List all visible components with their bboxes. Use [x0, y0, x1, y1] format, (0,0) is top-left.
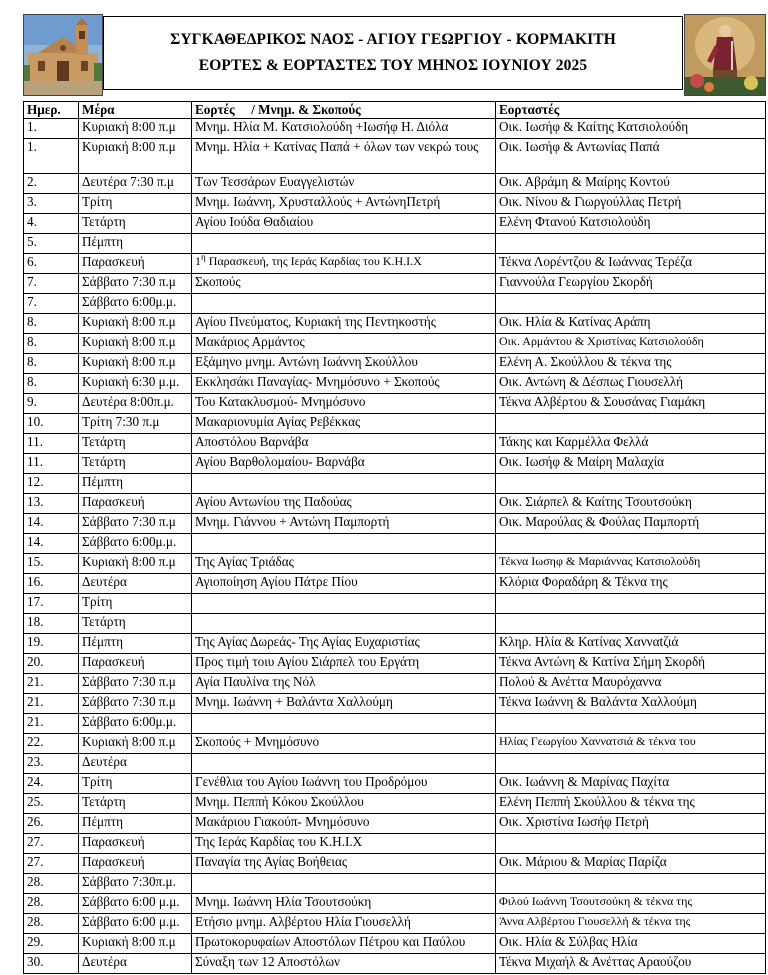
row-date: 3. [24, 194, 79, 214]
table-row [24, 214, 766, 234]
row-honorees: Οικ. Νίνου & Γιωργούλλας Πετρή [496, 194, 766, 214]
table-row [24, 714, 766, 734]
row-feast: Ετήσιο μνημ. Αλβέρτου Ηλία Γιουσελλή [192, 914, 496, 934]
table-row [24, 914, 766, 934]
row-day: Σάββατο 6:00μ.μ. [79, 714, 192, 734]
row-honorees [496, 874, 766, 894]
table-row [24, 254, 766, 274]
row-honorees: Οικ. Αντώνη & Δέσπως Γιουσελλή [496, 374, 766, 394]
row-honorees: Οικ. Ιωσήφ & Αντωνίας Παπά [496, 139, 766, 174]
row-honorees: Οικ. Ηλία & Σύλβας Ηλία [496, 934, 766, 954]
header-date: Ημερ. [24, 102, 79, 119]
row-day: Δευτέρα [79, 574, 192, 594]
row-date: 27. [24, 854, 79, 874]
row-feast: Αγίου Αντωνίου της Παδούας [192, 494, 496, 514]
row-date: 28. [24, 894, 79, 914]
row-day: Δευτέρα 8:00π.μ. [79, 394, 192, 414]
table-row [24, 234, 766, 254]
row-date: 2. [24, 174, 79, 194]
row-date: 16. [24, 574, 79, 594]
row-honorees [496, 294, 766, 314]
page-subtitle: ΕΟΡΤΕΣ & ΕΟΡΤΑΣΤΕΣ ΤΟΥ ΜΗΝΟΣ ΙΟΥΝΙΟΥ 2025 [198, 57, 588, 74]
row-day: Δευτέρα [79, 954, 192, 974]
row-feast: Της Ιεράς Καρδίας του Κ.Η.Ι.Χ [192, 834, 496, 854]
row-honorees [496, 474, 766, 494]
row-date: 8. [24, 334, 79, 354]
row-feast: Σκοπούς [192, 274, 496, 294]
row-honorees [496, 594, 766, 614]
row-honorees [496, 534, 766, 554]
row-day: Παρασκευή [79, 494, 192, 514]
row-date: 1. [24, 119, 79, 139]
row-date: 15. [24, 554, 79, 574]
table-row [24, 494, 766, 514]
row-day: Τετάρτη [79, 454, 192, 474]
row-feast: Μνημ. Γιάννου + Αντώνη Παμπορτή [192, 514, 496, 534]
row-date: 26. [24, 814, 79, 834]
row-honorees: Οικ. Μαρούλας & Φούλας Παμπορτή [496, 514, 766, 534]
row-feast: Πρωτοκορυφαίων Αποστόλων Πέτρου και Παύλου [192, 934, 496, 954]
row-feast [192, 594, 496, 614]
table-row [24, 574, 766, 594]
row-feast [192, 714, 496, 734]
row-feast: Σκοπούς + Μνημόσυνο [192, 734, 496, 754]
table-row [24, 854, 766, 874]
table-row [24, 454, 766, 474]
row-feast: Των Τεσσάρων Ευαγγελιστών [192, 174, 496, 194]
row-date: 27. [24, 834, 79, 854]
table-row [24, 954, 766, 974]
row-feast: Μακαριονυμία Αγίας Ρεβέκκας [192, 414, 496, 434]
row-date: 9. [24, 394, 79, 414]
row-date: 19. [24, 634, 79, 654]
row-feast [192, 234, 496, 254]
header-day: Μέρα [79, 102, 192, 119]
row-feast: Αγίου Βαρθολομαίου- Βαρνάβα [192, 454, 496, 474]
row-honorees [496, 614, 766, 634]
row-date: 8. [24, 314, 79, 334]
table-row [24, 174, 766, 194]
row-honorees: Οικ. Σιάρπελ & Καίτης Τσουτσούκη [496, 494, 766, 514]
row-day: Τρίτη [79, 774, 192, 794]
table-row [24, 734, 766, 754]
page-title: ΣΥΓΚΑΘΕΔΡΙΚΟΣ ΝΑΟΣ - ΑΓΙΟΥ ΓΕΩΡΓΙΟΥ - ΚΟΡΜΑΚΙΤΗ [170, 31, 616, 48]
row-feast: Μνημ. Ιωάννη Ηλία Τσουτσούκη [192, 894, 496, 914]
row-date: 21. [24, 674, 79, 694]
row-date: 7. [24, 274, 79, 294]
table-row [24, 394, 766, 414]
table-row [24, 874, 766, 894]
row-date: 4. [24, 214, 79, 234]
schedule-table [23, 101, 766, 974]
row-honorees: Ηλίας Γεωργίου Χαννατσιά & τέκνα του [496, 734, 766, 754]
table-row [24, 594, 766, 614]
row-honorees: Οικ. Ιωσήφ & Μαίρη Μαλαχία [496, 454, 766, 474]
row-day: Πέμπτη [79, 474, 192, 494]
table-header-row [24, 102, 766, 119]
row-day: Κυριακή 8:00 π.μ [79, 354, 192, 374]
row-date: 30. [24, 954, 79, 974]
row-feast: Εκκλησάκι Παναγίας- Μνημόσυνο + Σκοπούς [192, 374, 496, 394]
row-day: Παρασκευή [79, 854, 192, 874]
table-row [24, 634, 766, 654]
row-day: Πέμπτη [79, 634, 192, 654]
row-honorees: Τέκνα Λορέντζου & Ιωάννας Τερέζα [496, 254, 766, 274]
row-honorees: Τέκνα Ιωσηφ & Μαριάννας Κατσιολούδη [496, 554, 766, 574]
row-day: Τετάρτη [79, 794, 192, 814]
row-feast: Της Αγίας Τριάδας [192, 554, 496, 574]
row-honorees: Τέκνα Αλβέρτου & Σουσάνας Γιαμάκη [496, 394, 766, 414]
row-day: Κυριακή 8:00 π.μ [79, 119, 192, 139]
row-day: Σάββατο 6:00μ.μ. [79, 534, 192, 554]
row-honorees [496, 834, 766, 854]
row-feast: Αγιοποίηση Αγίου Πάτρε Πίου [192, 574, 496, 594]
row-honorees: Τέκνα Αντώνη & Κατίνα Σήμη Σκορδή [496, 654, 766, 674]
row-date: 25. [24, 794, 79, 814]
table-row [24, 314, 766, 334]
row-day: Τρίτη 7:30 π.μ [79, 414, 192, 434]
row-honorees: Ελένη Φτανού Κατσιολούδη [496, 214, 766, 234]
saint-statue-photo [684, 14, 766, 96]
row-feast: Μακάριος Αρμάντος [192, 334, 496, 354]
row-date: 14. [24, 514, 79, 534]
row-feast [192, 614, 496, 634]
row-date: 28. [24, 914, 79, 934]
row-day: Παρασκευή [79, 834, 192, 854]
row-day: Παρασκευή [79, 654, 192, 674]
row-date: 22. [24, 734, 79, 754]
row-honorees [496, 754, 766, 774]
row-day: Κυριακή 8:00 π.μ [79, 139, 192, 174]
row-date: 14. [24, 534, 79, 554]
row-date: 7. [24, 294, 79, 314]
row-feast: Σύναξη των 12 Αποστόλων [192, 954, 496, 974]
row-honorees: Τέκνα Μιχαήλ & Ανέττας Αραούζου [496, 954, 766, 974]
row-feast [192, 754, 496, 774]
row-honorees: Τάκης και Καρμέλλα Φελλά [496, 434, 766, 454]
row-honorees: Ελένη Πεππή Σκούλλου & τέκνα της [496, 794, 766, 814]
table-row [24, 354, 766, 374]
row-day: Κυριακή 8:00 π.μ [79, 334, 192, 354]
row-honorees: Οικ. Αρμάντου & Χριστίνας Κατσιολούδη [496, 334, 766, 354]
row-day: Παρασκευή [79, 254, 192, 274]
row-honorees [496, 234, 766, 254]
row-honorees: Οικ. Αβράμη & Μαίρης Κοντού [496, 174, 766, 194]
row-day: Κυριακή 8:00 π.μ [79, 734, 192, 754]
row-day: Πέμπτη [79, 234, 192, 254]
row-feast [192, 874, 496, 894]
row-day: Σάββατο 6:00 μ.μ. [79, 914, 192, 934]
row-honorees: Οικ. Ηλία & Κατίνας Αράπη [496, 314, 766, 334]
row-date: 10. [24, 414, 79, 434]
table-row [24, 194, 766, 214]
row-day: Τρίτη [79, 594, 192, 614]
row-day: Σάββατο 6:00μ.μ. [79, 294, 192, 314]
table-row [24, 554, 766, 574]
table-row [24, 754, 766, 774]
row-feast [192, 474, 496, 494]
table-row [24, 119, 766, 139]
row-honorees: Ελένη Α. Σκούλλου & τέκνα της [496, 354, 766, 374]
row-date: 24. [24, 774, 79, 794]
row-honorees: Οικ. Χριστίνα Ιωσήφ Πετρή [496, 814, 766, 834]
row-date: 5. [24, 234, 79, 254]
row-feast [192, 294, 496, 314]
row-honorees: Φιλού Ιωάννη Τσουτσούκη & τέκνα της [496, 894, 766, 914]
table-row [24, 694, 766, 714]
row-feast: Αγία Παυλίνα της Νόλ [192, 674, 496, 694]
row-date: 21. [24, 714, 79, 734]
row-honorees: Πολού & Ανέττα Μαυρόχαννα [496, 674, 766, 694]
row-honorees: Οικ. Ιωάννη & Μαρίνας Παχίτα [496, 774, 766, 794]
row-day: Σάββατο 7:30 π.μ [79, 674, 192, 694]
row-honorees: Οικ. Ιωσήφ & Καίτης Κατσιολούδη [496, 119, 766, 139]
row-day: Κυριακή 8:00 π.μ [79, 554, 192, 574]
row-day: Τρίτη [79, 194, 192, 214]
row-feast: Μνημ. Ηλία + Κατίνας Παπά + όλων των νεκρώ τους [192, 139, 496, 174]
row-feast: Αγίου Ιούδα Θαδιαίου [192, 214, 496, 234]
row-date: 20. [24, 654, 79, 674]
row-date: 8. [24, 374, 79, 394]
row-honorees [496, 414, 766, 434]
table-row [24, 614, 766, 634]
row-date: 11. [24, 454, 79, 474]
table-row [24, 934, 766, 954]
row-date: 18. [24, 614, 79, 634]
row-day: Τετάρτη [79, 214, 192, 234]
table-row [24, 294, 766, 314]
row-feast: Παναγία της Αγίας Βοήθειας [192, 854, 496, 874]
header-title-box [103, 16, 683, 90]
row-feast: Προς τιμή τοιυ Αγίου Σιάρπελ του Εργάτη [192, 654, 496, 674]
table-row [24, 474, 766, 494]
row-date: 11. [24, 434, 79, 454]
row-day: Σάββατο 7:30 π.μ [79, 274, 192, 294]
row-day: Κυριακή 8:00 π.μ [79, 934, 192, 954]
row-feast: Μακάριου Γιακούπ- Μνημόσυνο [192, 814, 496, 834]
row-honorees: Κλόρια Φοραδάρη & Τέκνα της [496, 574, 766, 594]
row-day: Σάββατο 7:30π.μ. [79, 874, 192, 894]
row-honorees: Άννα Αλβέρτου Γιουσελλή & τέκνα της [496, 914, 766, 934]
row-feast: Του Κατακλυσμού- Μνημόσυνο [192, 394, 496, 414]
row-date: 17. [24, 594, 79, 614]
row-feast: Γενέθλια του Αγίου Ιωάννη του Προδρόμου [192, 774, 496, 794]
church-photo [23, 14, 103, 96]
row-date: 1. [24, 139, 79, 174]
row-feast [192, 534, 496, 554]
row-feast: Της Αγίας Δωρεάς- Της Αγίας Ευχαριστίας [192, 634, 496, 654]
row-date: 12. [24, 474, 79, 494]
row-honorees: Οικ. Μάριου & Μαρίας Παρίζα [496, 854, 766, 874]
header-feast: Εορτές / Μνημ. & Σκοπούς [192, 102, 496, 119]
row-day: Σάββατο 6:00 μ.μ. [79, 894, 192, 914]
table-row [24, 654, 766, 674]
row-day: Δευτέρα 7:30 π.μ [79, 174, 192, 194]
row-day: Τετάρτη [79, 614, 192, 634]
table-row [24, 534, 766, 554]
table-row [24, 374, 766, 394]
row-day: Κυριακή 6:30 μ.μ. [79, 374, 192, 394]
row-honorees [496, 714, 766, 734]
row-honorees: Τέκνα Ιωάννη & Βαλάντα Χαλλούμη [496, 694, 766, 714]
header-honorees: Εορταστές [496, 102, 766, 119]
row-feast: Μνημ. Ηλία Μ. Κατσιολούδη +Ιωσήφ Η. Διόλα [192, 119, 496, 139]
row-day: Δευτέρα [79, 754, 192, 774]
table-row [24, 794, 766, 814]
row-date: 23. [24, 754, 79, 774]
table-row [24, 514, 766, 534]
row-feast: Μνημ. Πεππή Κόκου Σκούλλου [192, 794, 496, 814]
row-feast: Εξάμηνο μνημ. Αντώνη Ιωάννη Σκούλλου [192, 354, 496, 374]
row-date: 28. [24, 874, 79, 894]
table-row [24, 434, 766, 454]
row-day: Σάββατο 7:30 π.μ [79, 514, 192, 534]
table-row [24, 274, 766, 294]
row-date: 6. [24, 254, 79, 274]
table-row [24, 139, 766, 174]
row-day: Κυριακή 8:00 π.μ [79, 314, 192, 334]
table-row [24, 674, 766, 694]
row-date: 29. [24, 934, 79, 954]
row-feast: $1^\eta$ Παρασκευή, της Ιεράς Καρδίας του Κ.Η.Ι.Χ [192, 254, 496, 274]
table-row [24, 834, 766, 854]
row-honorees: Γιαννούλα Γεωργίου Σκορδή [496, 274, 766, 294]
table-row [24, 414, 766, 434]
row-day: Πέμπτη [79, 814, 192, 834]
row-honorees: Κληρ. Ηλία & Κατίνας Χανναtζιά [496, 634, 766, 654]
row-feast: Μνημ. Ιωάννη + Βαλάντα Χαλλούμη [192, 694, 496, 714]
row-day: Σάββατο 7:30 π.μ [79, 694, 192, 714]
row-feast: Αποστόλου Βαρνάβα [192, 434, 496, 454]
table-row [24, 894, 766, 914]
table-row [24, 814, 766, 834]
row-date: 21. [24, 694, 79, 714]
row-date: 13. [24, 494, 79, 514]
row-feast: Μνημ. Ιωάννη, Χρυσταλλούς + ΑντώνηΠετρή [192, 194, 496, 214]
row-date: 8. [24, 354, 79, 374]
row-feast: Αγίου Πνεύματος, Κυριακή της Πεντηκοστής [192, 314, 496, 334]
row-day: Τετάρτη [79, 434, 192, 454]
table-row [24, 334, 766, 354]
table-row [24, 774, 766, 794]
